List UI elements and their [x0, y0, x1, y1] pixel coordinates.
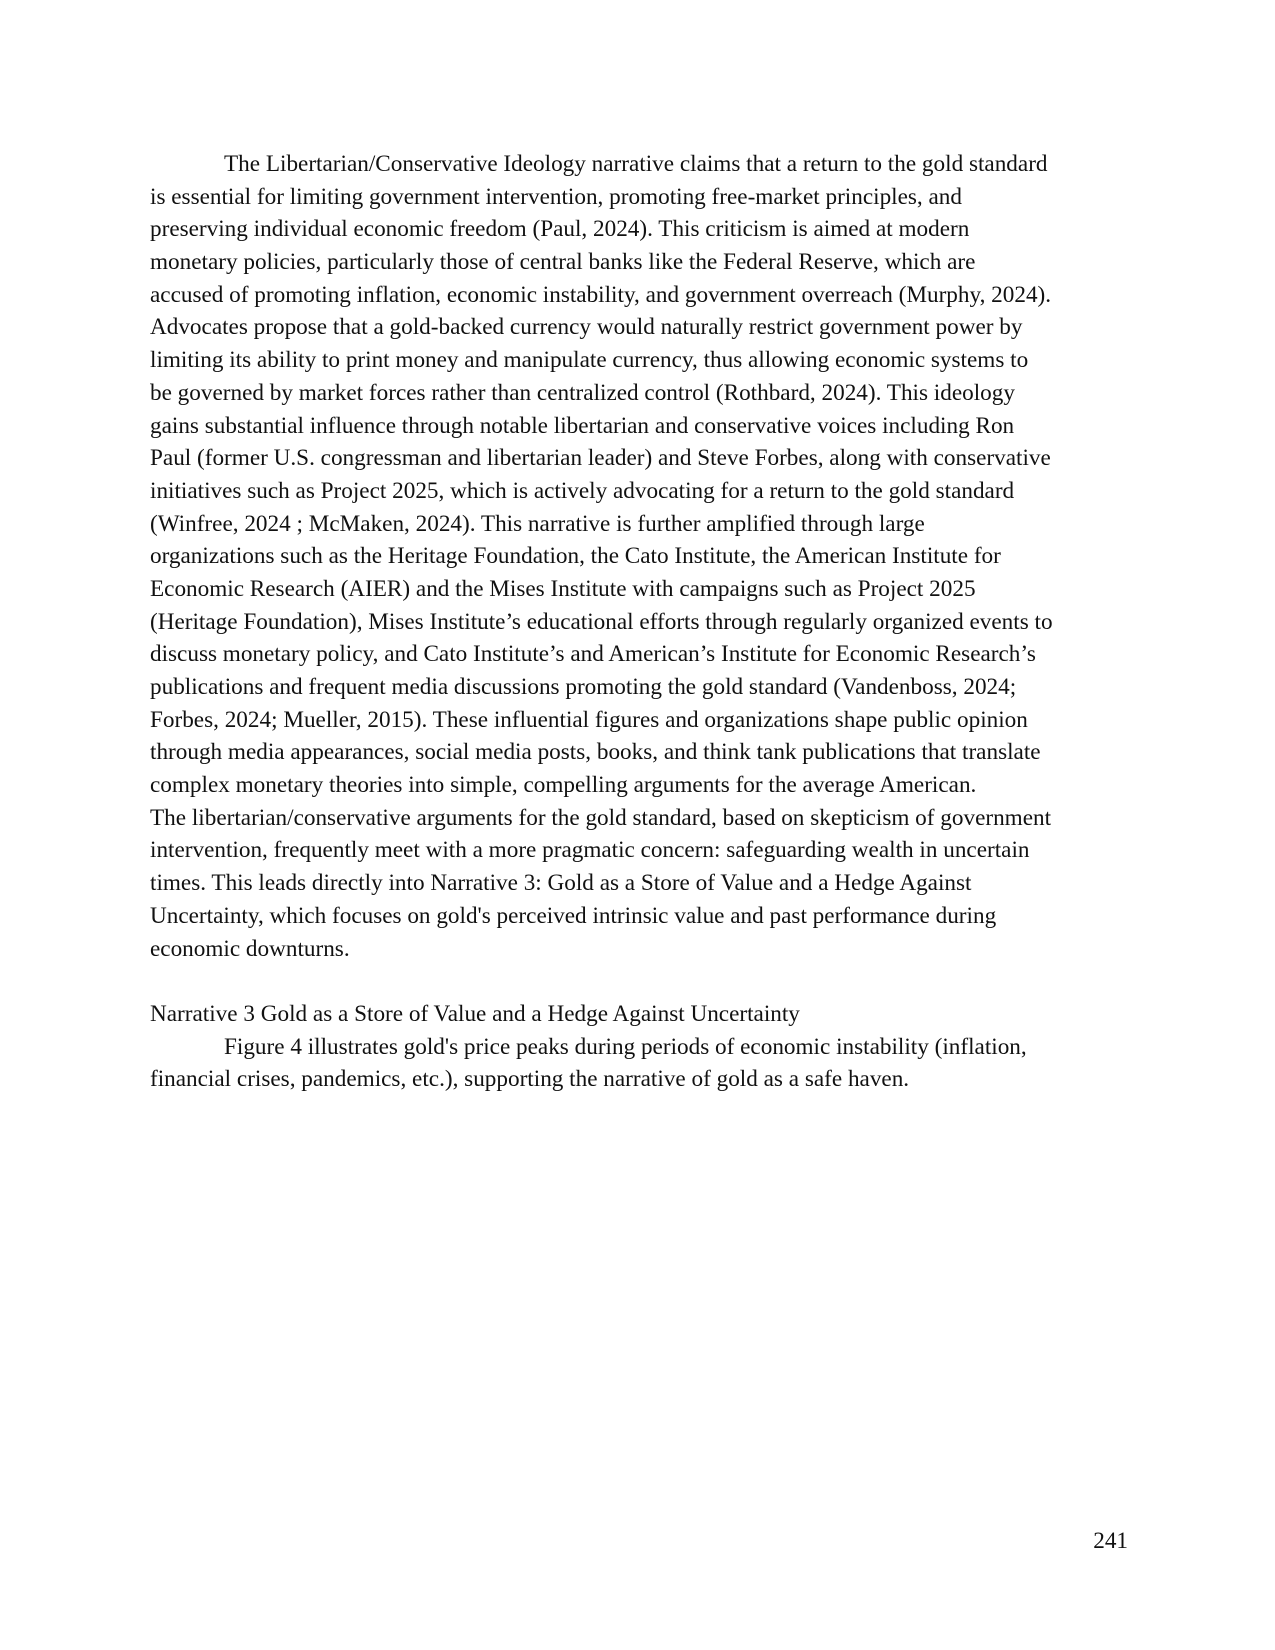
paragraph-spacer	[150, 965, 1128, 998]
text-line: is essential for limiting government intervention, promoting free-market principles, and	[150, 183, 962, 210]
text-line: Advocates propose that a gold-backed currency would naturally restrict government power by	[150, 314, 1023, 341]
text-line: gains substantial influence through notable libertarian and conservative voices including Ron	[150, 412, 1015, 439]
text-line: Figure 4 illustrates gold's price peaks during periods of economic instability (inflation,	[224, 1033, 1027, 1060]
text-line: limiting its ability to print money and manipulate currency, thus allowing economic systems to	[150, 347, 1029, 374]
document-body	[150, 148, 1128, 1096]
text-line: complex monetary theories into simple, compelling arguments for the average American.	[150, 772, 977, 799]
text-line: preserving individual economic freedom (Paul, 2024). This criticism is aimed at modern	[150, 216, 970, 243]
text-line: times. This leads directly into Narrative 3: Gold as a Store of Value and a Hedge Against	[150, 870, 972, 897]
text-line: economic downturns.	[150, 935, 350, 962]
text-line: The libertarian/conservative arguments for the gold standard, based on skepticism of government	[150, 804, 1052, 831]
text-line: initiatives such as Project 2025, which is actively advocating for a return to the gold standard	[150, 477, 1015, 504]
page-number: 241	[1093, 1528, 1128, 1554]
text-line: monetary policies, particularly those of central banks like the Federal Reserve, which are	[150, 249, 976, 276]
text-line: Uncertainty, which focuses on gold's perceived intrinsic value and past performance during	[150, 902, 997, 929]
text-line: Paul (former U.S. congressman and libertarian leader) and Steve Forbes, along with conservative	[150, 445, 1051, 472]
text-line: discuss monetary policy, and Cato Institute’s and American’s Institute for Economic Research’s	[150, 641, 1036, 668]
text-line: be governed by market forces rather than centralized control (Rothbard, 2024). This ideology	[150, 379, 1015, 406]
text-line: intervention, frequently meet with a more pragmatic concern: safeguarding wealth in uncertain	[150, 837, 1030, 864]
text-line: Economic Research (AIER) and the Mises Institute with campaigns such as Project 2025	[150, 575, 976, 602]
paragraph-figure-reference	[150, 1031, 1128, 1096]
section-heading: Narrative 3 Gold as a Store of Value and a Hedge Against Uncertainty	[150, 1000, 800, 1027]
text-line: (Winfree, 2024 ; McMaken, 2024). This narrative is further amplified through large	[150, 510, 925, 537]
paragraph-transition	[150, 802, 1128, 965]
text-line: publications and frequent media discussions promoting the gold standard (Vandenboss, 2024;	[150, 674, 1017, 700]
text-line: financial crises, pandemics, etc.), supporting the narrative of gold as a safe haven.	[150, 1066, 910, 1093]
text-line: accused of promoting inflation, economic instability, and government overreach (Murphy, 2024).	[150, 281, 1052, 308]
text-line: organizations such as the Heritage Foundation, the Cato Institute, the American Institute for	[150, 543, 1001, 570]
text-line: Forbes, 2024; Mueller, 2015). These influential figures and organizations shape public opinion	[150, 706, 1028, 733]
text-line: through media appearances, social media posts, books, and think tank publications that translate	[150, 739, 1041, 766]
text-line: (Heritage Foundation), Mises Institute’s educational efforts through regularly organized events to	[150, 608, 1053, 635]
text-line: The Libertarian/Conservative Ideology narrative claims that a return to the gold standard	[224, 151, 1048, 177]
paragraph-libertarian-ideology	[150, 148, 1128, 802]
